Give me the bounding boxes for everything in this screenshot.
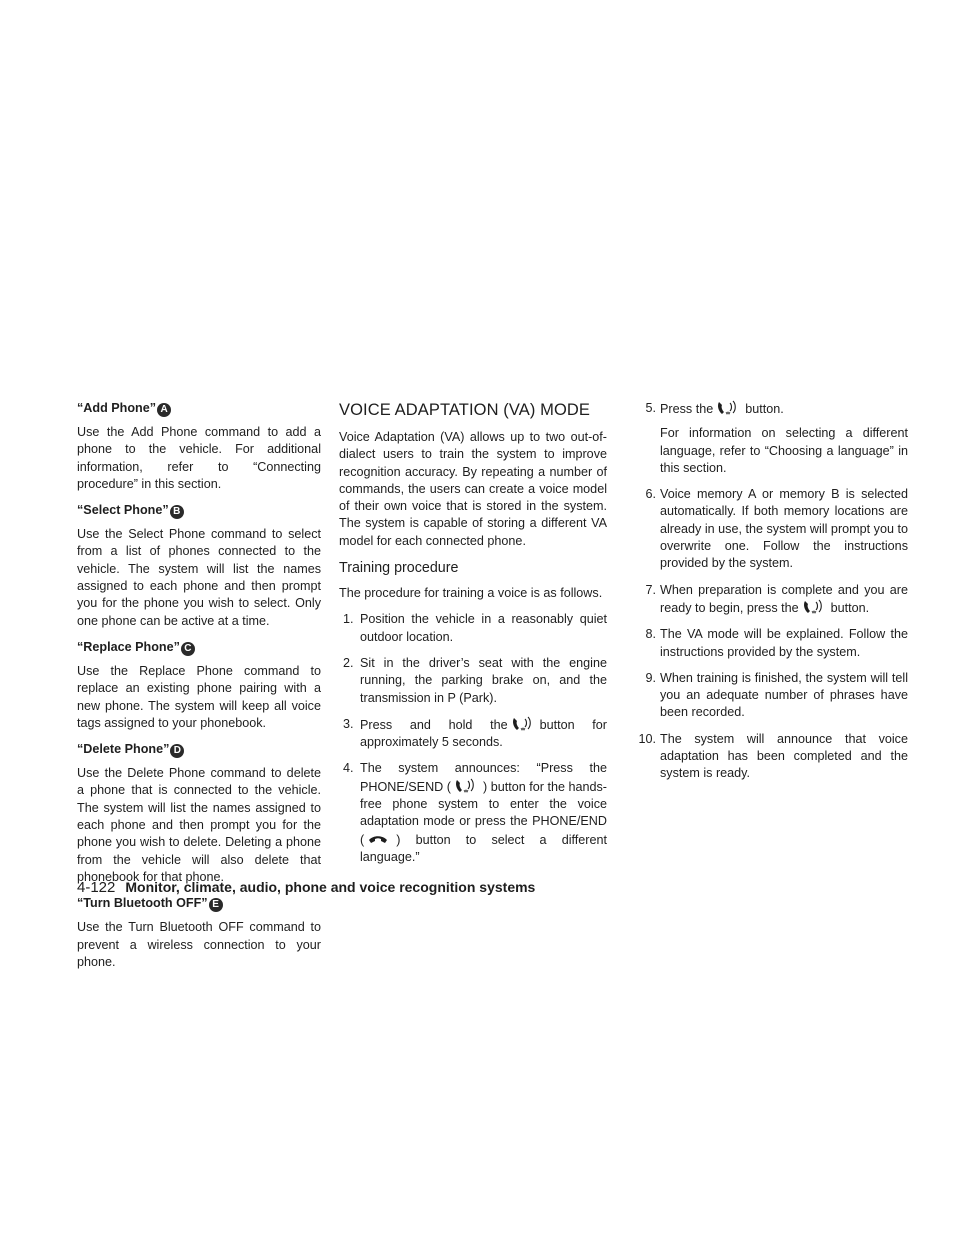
- list-item: [632, 731, 908, 783]
- callout-a-badge: A: [157, 403, 171, 417]
- list-item: [632, 582, 908, 618]
- step-text: ) button for the hands-free phone system to enter the voice adaptation mode or press the PHONE/END (: [360, 779, 608, 847]
- list-item: [339, 760, 607, 866]
- step-text: The VA mode will be explained. Follow the instructions provided by the system.: [660, 627, 908, 659]
- phone-end-icon: [367, 831, 389, 847]
- callout-e-badge: E: [209, 898, 223, 912]
- right-column: [632, 400, 908, 792]
- middle-column: [339, 400, 607, 875]
- add-phone-heading: [77, 400, 321, 417]
- training-steps-list-continued-2: [632, 486, 908, 782]
- callout-d-badge: D: [170, 744, 184, 758]
- list-item: [632, 400, 908, 418]
- callout-c-badge: C: [181, 642, 195, 656]
- bluetooth-off-text: Use the Turn Bluetooth OFF command to prevent a wireless connection to your phone.: [77, 920, 321, 969]
- list-item: [632, 626, 908, 661]
- step-number: 2.: [343, 655, 354, 670]
- phone-send-icon: [802, 599, 824, 615]
- list-item: [632, 670, 908, 722]
- replace-phone-text: Use the Replace Phone command to replace an existing phone pairing with a new phone. The system will keep all voice tags assigned to your phonebook.: [77, 663, 321, 730]
- list-item: [632, 486, 908, 572]
- step-number: 3.: [343, 716, 354, 731]
- step-number: 6.: [645, 487, 656, 502]
- step-number: 5.: [645, 401, 656, 415]
- delete-phone-heading: [77, 741, 321, 758]
- select-phone-text: Use the Select Phone command to select from a list of phones connected to the vehicle. The system will list the names assigned to each phone and then prompt you for the phone you wish to select. Only one phone can be active at a time.: [77, 527, 321, 628]
- section-title: VOICE ADAPTATION (VA) MODE: [339, 401, 591, 419]
- training-steps-list: [339, 611, 607, 866]
- add-phone-title: “Add Phone”: [77, 401, 157, 415]
- procedure-lead: The procedure for training a voice is as follows.: [339, 586, 603, 601]
- step-text: Voice memory A or memory B is selected automatically. If both memory locations are already in use, the system will prompt you to overwrite one. Follow the instructions provided by the system.: [660, 487, 908, 571]
- subsection-title: Training procedure: [339, 560, 459, 577]
- step-number: 4.: [343, 761, 354, 776]
- page-number: 4-122: [77, 879, 116, 896]
- step-number: 1.: [343, 612, 354, 627]
- list-item: [339, 655, 607, 707]
- training-steps-list-continued: [632, 400, 908, 418]
- add-phone-text: Use the Add Phone command to add a phone to the vehicle. For additional information, refer to “Connecting procedure” in this section.: [77, 425, 321, 491]
- step-number: 9.: [645, 670, 656, 685]
- step-text: Press the: [660, 402, 714, 416]
- step-text: Sit in the driver’s seat with the engine running, the parking brake on, and the transmission in P (Park).: [360, 655, 607, 705]
- callout-b-badge: B: [170, 505, 184, 519]
- phone-send-icon: [511, 716, 533, 732]
- phone-send-icon: [454, 778, 476, 794]
- step-number: 8.: [645, 627, 656, 642]
- step-text: ) button to select a different language.”: [360, 832, 607, 864]
- select-phone-title: “Select Phone”: [77, 503, 169, 518]
- step-text: button.: [830, 600, 870, 615]
- step-text: Position the vehicle in a reasonably quiet outdoor location.: [360, 612, 607, 644]
- phone-send-icon: [716, 400, 738, 416]
- step5-note: For information on selecting a different language, refer to “Choosing a language” in this section.: [660, 426, 908, 475]
- va-intro: Voice Adaptation (VA) allows up to two out-of-dialect users to train the system to improve recognition accuracy. By repeating a number of commands, the users can create a voice model of their own voice that is stored in the system. The system is capable of storing a different VA model for each connected phone.: [339, 430, 607, 548]
- step-text: When preparation is complete and you are ready to begin, press the: [660, 582, 908, 615]
- footer-title: Monitor, climate, audio, phone and voice recognition systems: [125, 879, 536, 895]
- step-text: button for approximately 5 seconds.: [360, 717, 607, 750]
- select-phone-heading: [77, 502, 321, 519]
- delete-phone-text: Use the Delete Phone command to delete a phone that is connected to the vehicle. The system will list the names assigned to each phone and then prompt you for the phone you wish to delete. Deleting a phone from the vehicle will also delete that phonebook for that phone.: [77, 766, 321, 884]
- bluetooth-off-title: “Turn Bluetooth OFF”: [77, 896, 208, 911]
- step-text: When training is finished, the system will tell you an adequate number of phrases have been recorded.: [660, 670, 908, 720]
- page-footer: [77, 878, 535, 897]
- list-item: [339, 716, 607, 752]
- step-number: 7.: [645, 582, 656, 597]
- step-text: button.: [745, 402, 784, 416]
- step-text: The system announces: “Press the PHONE/SEND (: [360, 761, 607, 794]
- bluetooth-off-heading: [77, 895, 321, 912]
- list-item: [339, 611, 607, 646]
- delete-phone-title: “Delete Phone”: [77, 742, 170, 757]
- step-text: Press and hold the: [360, 717, 508, 732]
- replace-phone-heading: [77, 639, 321, 656]
- step-text: The system will announce that voice adaptation has been completed and the system is ready.: [660, 731, 908, 781]
- replace-phone-title: “Replace Phone”: [77, 639, 180, 654]
- step-number: 10.: [638, 731, 656, 746]
